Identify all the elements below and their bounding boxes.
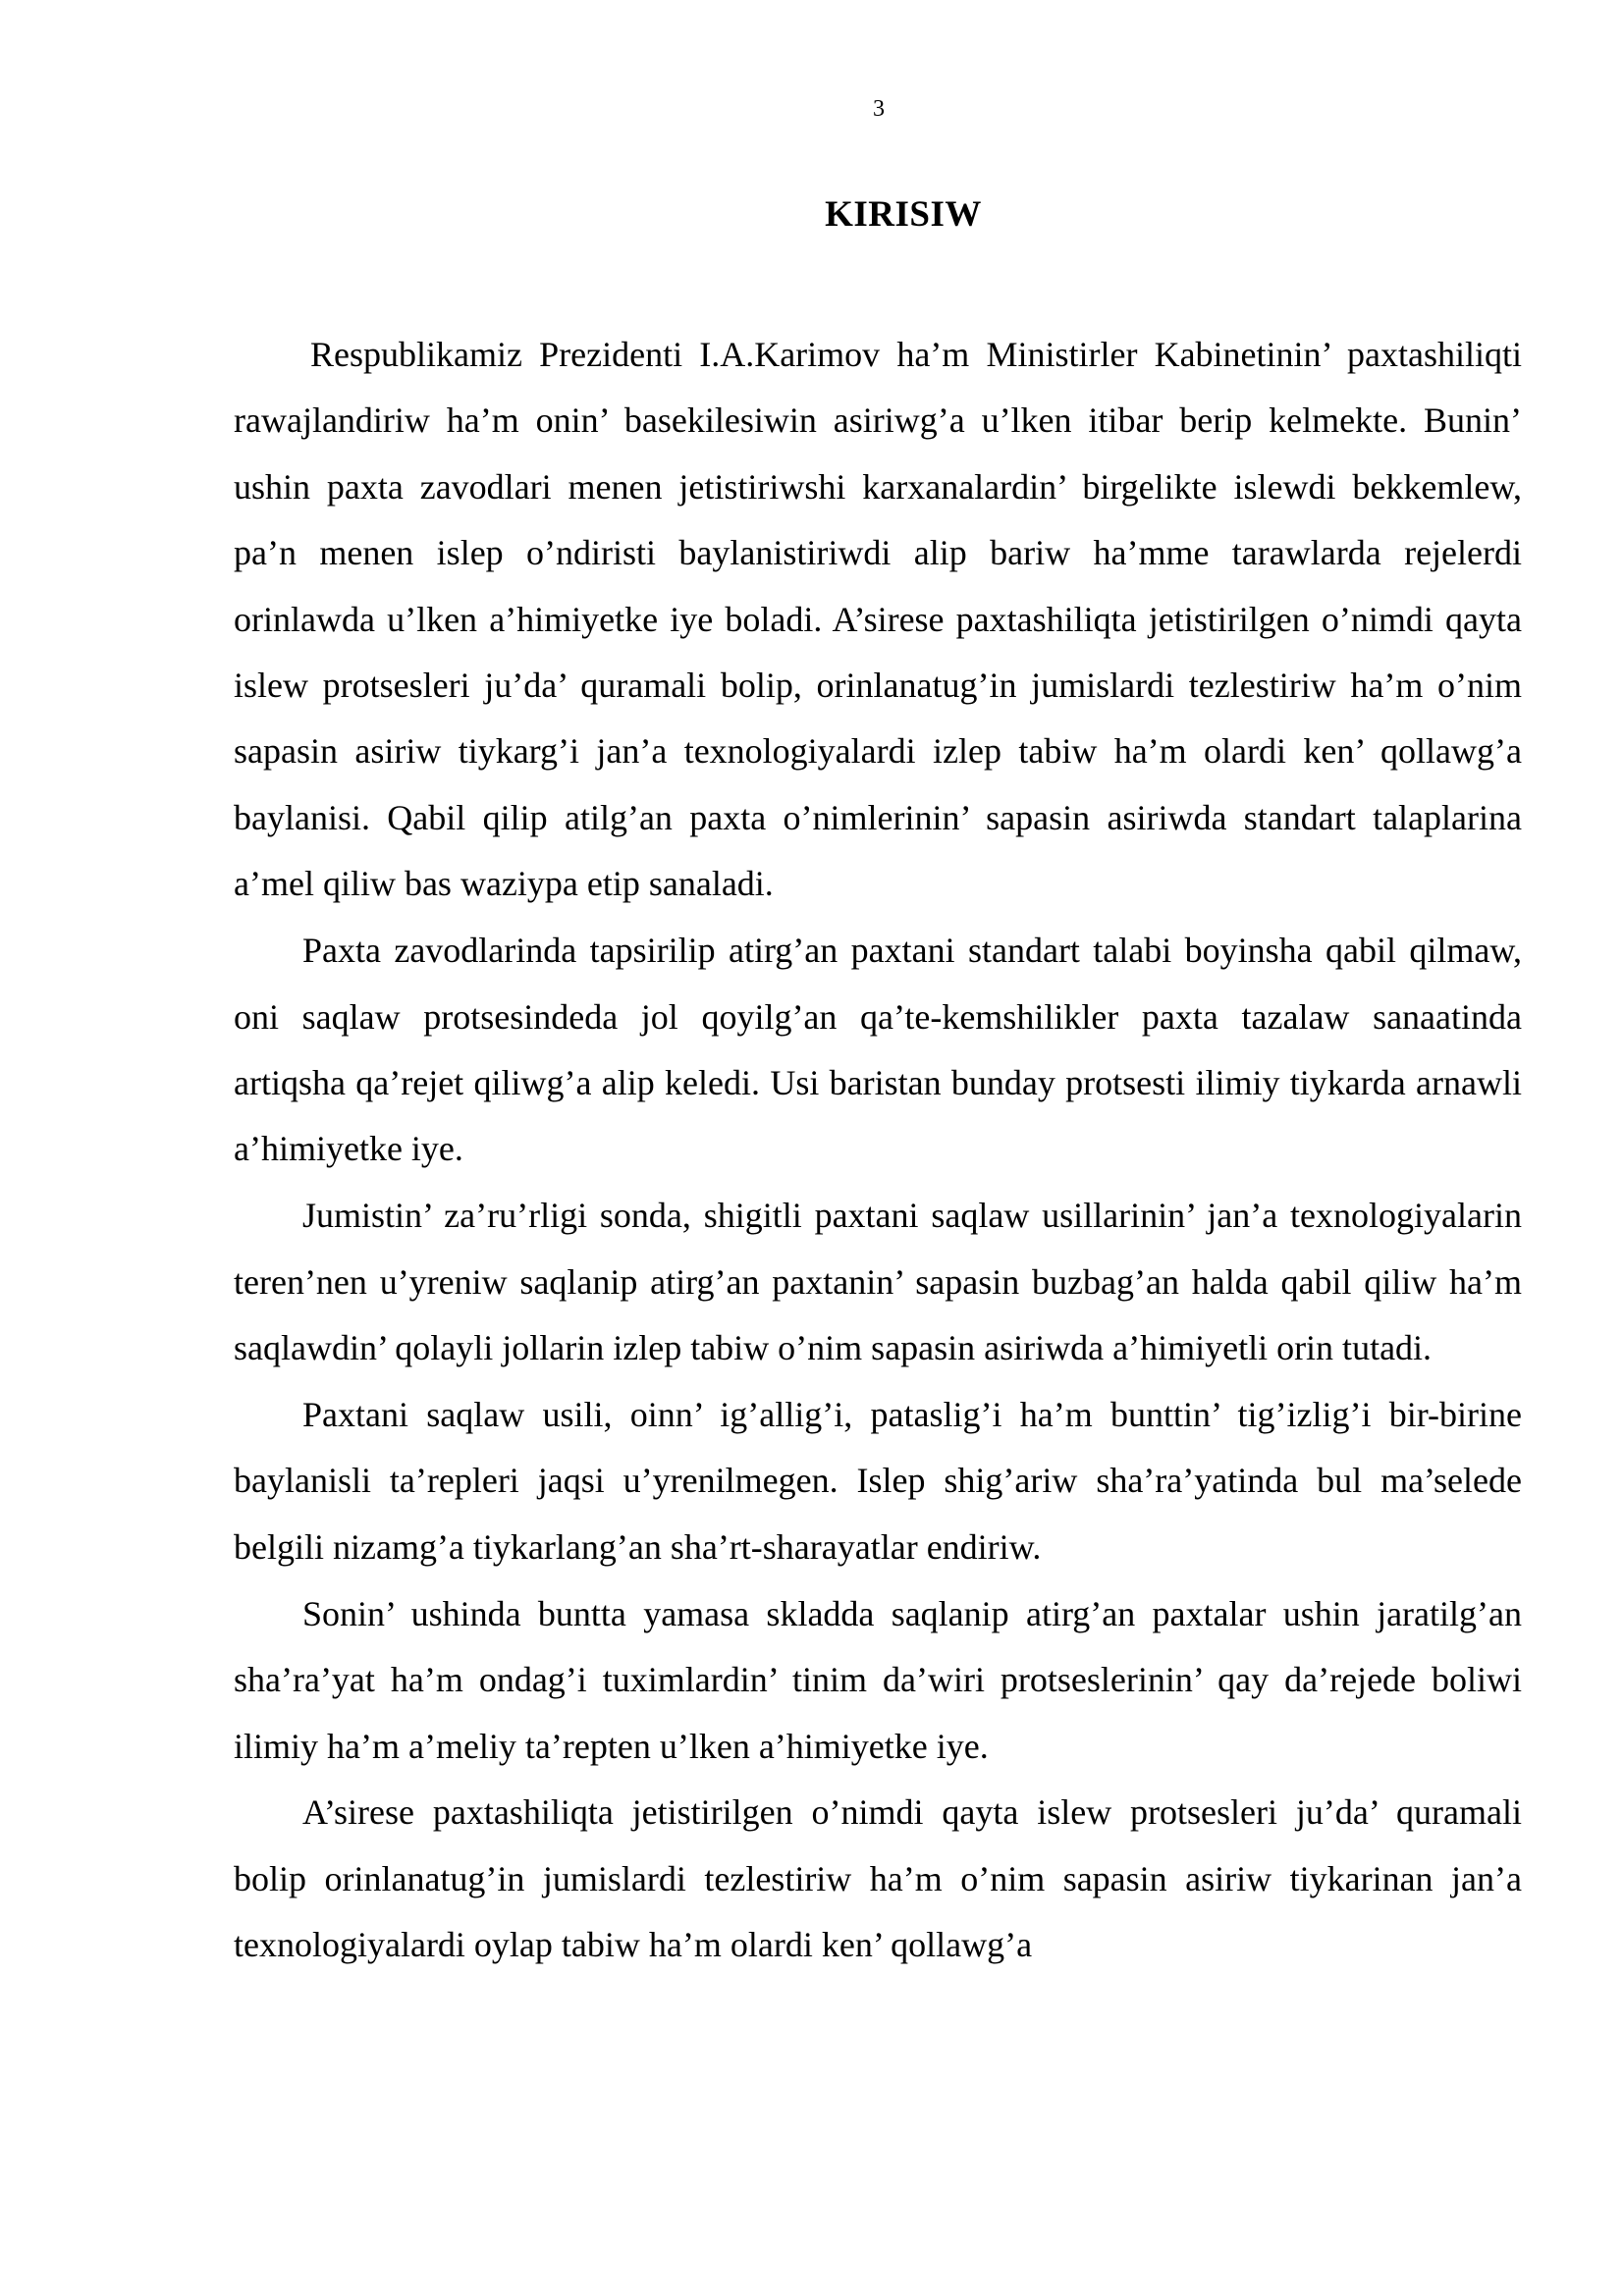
paragraph: Respublikamiz Prezidenti I.A.Karimov ha’m Ministirler Kabinetinin’ paxtashiliqti rawajlandiriw ha’m onin’ basekilesiwin asiriwg’a u’lken itibar berip kelmekte. Bunin’ ushin paxta zavodlari menen jetistiriwshi karxanalardin’ birgelikte islewdi bekkemlew, pa’n menen islep o’ndiristi baylanistiriwdi alip bariw ha’mme tarawlarda rejelerdi orinlawda u’lken a’himiyetke iye boladi. A’sirese paxtashiliqta jetistirilgen o’nimdi qayta islew protsesleri ju’da’ quramali bolip, orinlanatug’in jumislardi tezlestiriw ha’m o’nim sapasin asiriw tiykarg’i jan’a texnologiyalardi izlep tabiw ha’m olardi ken’ qollawg’a baylanisi. Qabil qilip atilg’an paxta o’nimlerinin’ sapasin asiriwda standart talaplarina a’mel qiliw bas waziypa etip sanaladi. <box>234 335 1522 904</box>
paragraph: Jumistin’ za’ru’rligi sonda, shigitli paxtani saqlaw usillarinin’ jan’a texnologiyalarin teren’nen u’yreniw saqlanip atirg’an paxtanin’ sapasin buzbag’an halda qabil qiliw ha’m saqlawdin’ qolayli jollarin izlep tabiw o’nim sapasin asiriwda a’himiyetli orin tutadi. <box>234 1196 1522 1368</box>
paragraph: Sonin’ ushinda buntta yamasa skladda saqlanip atirg’an paxtalar ushin jaratilg’an sha’ra’yat ha’m ondag’i tuximlardin’ tinim da’wiri protseslerinin’ qay da’rejede boliwi ilimiy ha’m a’meliy ta’repten u’lken a’himiyetke iye. <box>234 1593 1522 1766</box>
paragraph: A’sirese paxtashiliqta jetistirilgen o’nimdi qayta islew protsesleri ju’da’ quramali bolip orinlanatug’in jumislardi tezlestiriw ha’m o’nim sapasin asiriw tiykarinan jan’a texnologiyalardi oylap tabiw ha’m olardi ken’ qollawg’a <box>234 1792 1522 1965</box>
body-text <box>234 322 1522 1979</box>
paragraph: Paxta zavodlarinda tapsirilip atirg’an paxtani standart talabi boyinsha qabil qilmaw, oni saqlaw protsesindeda jol qoyilg’an qa’te-kemshilikler paxta tazalaw sanaatinda artiqsha qa’rejet qiliwg’a alip keledi. Usi baristan bunday protsesti ilimiy tiykarda arnawli a’himiyetke iye. <box>234 931 1522 1169</box>
page-number: 3 <box>873 96 885 122</box>
section-heading: KIRISIW <box>825 194 982 235</box>
paragraph: Paxtani saqlaw usili, oinn’ ig’allig’i, pataslig’i ha’m bunttin’ tig’izlig’i bir-birine baylanisli ta’repleri jaqsi u’yrenilmegen. Islep shig’ariw sha’ra’yatinda bul ma’selede belgili nizamg’a tiykarlang’an sha’rt-sharayatlar endiriw. <box>234 1395 1522 1567</box>
